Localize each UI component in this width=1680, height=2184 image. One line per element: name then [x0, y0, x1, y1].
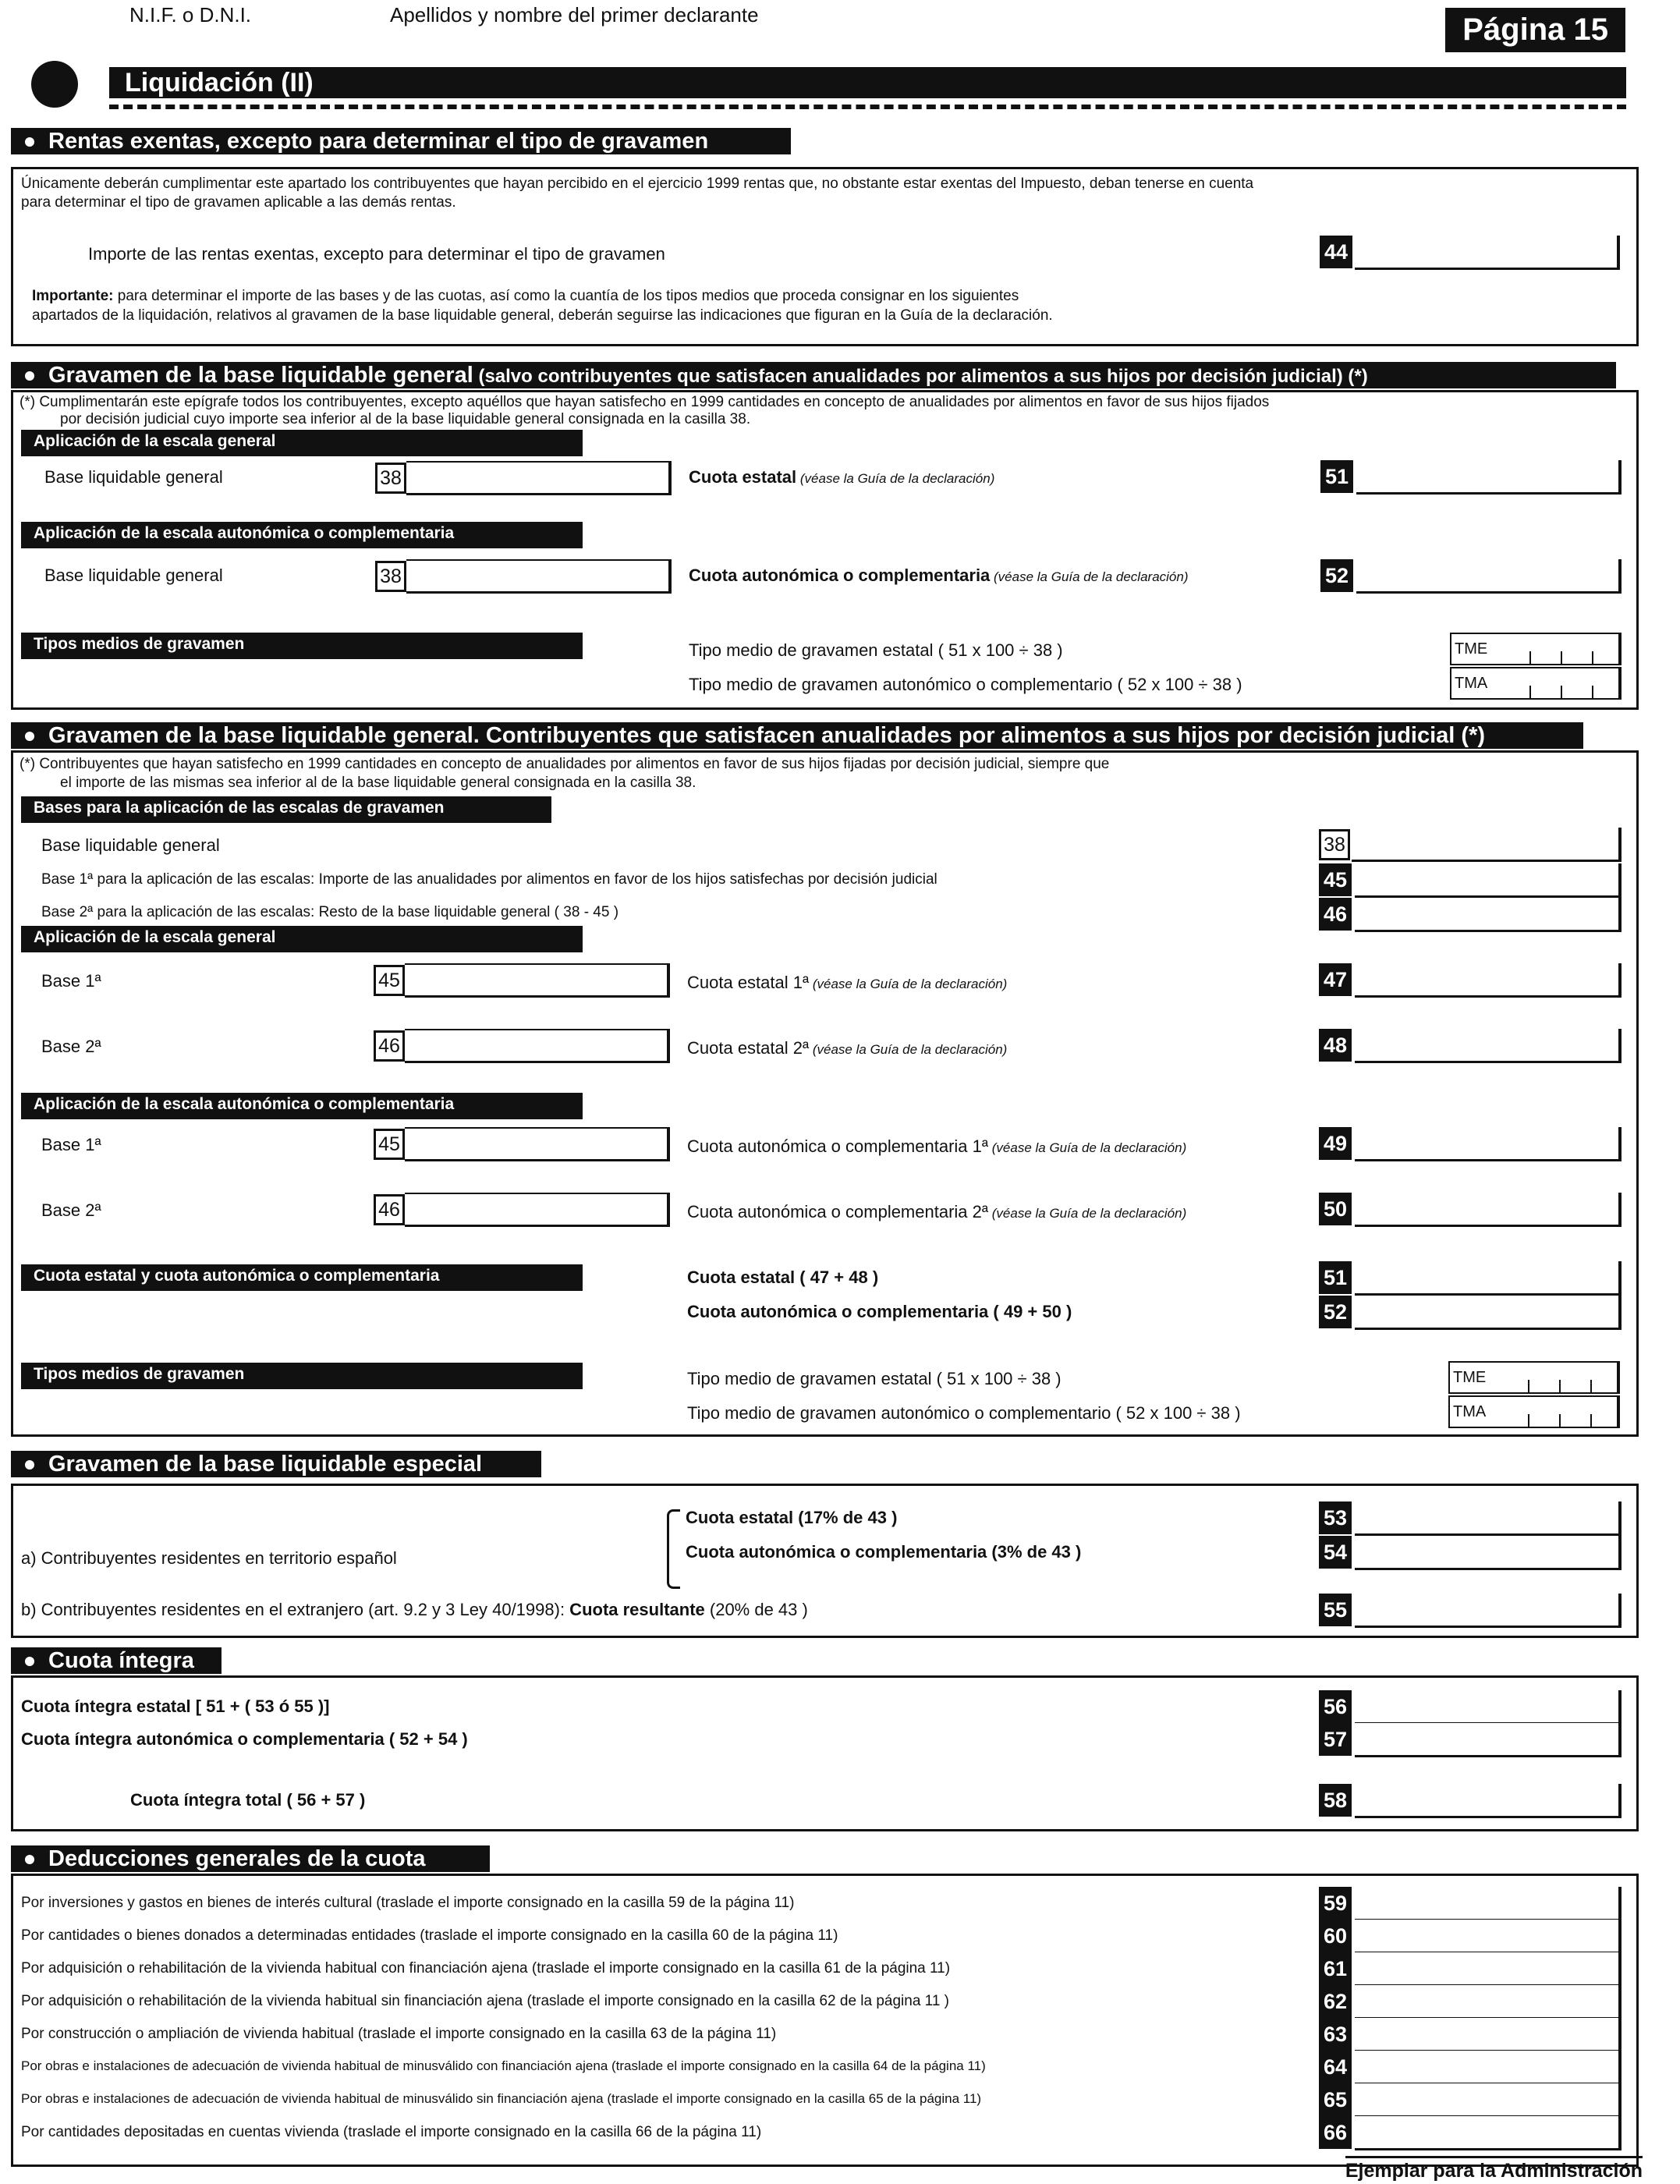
- section-gravamen-anualidades: [11, 750, 1639, 1437]
- section-title: Cuota íntegra: [48, 1648, 194, 1673]
- section-rentas-exentas-heading: [11, 128, 791, 154]
- deduccion-field-60[interactable]: [1355, 1920, 1622, 1954]
- section-base-especial-heading: [11, 1451, 541, 1477]
- cuota-integra-total-field[interactable]: [1355, 1784, 1622, 1818]
- cuota-autonomica-label: Cuota autonómica o complementaria (véase la Guía de la declaración): [689, 566, 1189, 585]
- note-line: por decisión judicial cuyo importe sea inferior al de la base liquidable general consignada en la casilla 38.: [60, 411, 751, 427]
- subheading-escala-autonomica: Aplicación de la escala autonómica o complementaria: [21, 522, 583, 548]
- box-number-38: 38: [375, 463, 406, 494]
- tma-field[interactable]: TMA: [1450, 667, 1622, 700]
- deduccion-field-64[interactable]: [1355, 2051, 1622, 2085]
- rentas-exentas-label: Importe de las rentas exentas, excepto para determinar el tipo de gravamen: [88, 244, 665, 264]
- bullet-icon: [25, 1460, 34, 1470]
- box-number-44: 44: [1320, 236, 1352, 268]
- subheading-escala-general: Aplicación de la escala general: [21, 430, 583, 456]
- bullet-icon: [25, 1657, 34, 1666]
- box-number-50: 50: [1319, 1193, 1352, 1225]
- cuota-estatal-label: Cuota estatal (véase la Guía de la declaración): [689, 467, 995, 487]
- cuota-estatal-sum-label: Cuota estatal ( 47 + 48 ): [687, 1268, 879, 1287]
- tma-label: Tipo medio de gravamen autonómico o complementario ( 52 x 100 ÷ 38 ): [687, 1403, 1241, 1423]
- section-cuota-integra: [11, 1675, 1639, 1831]
- residentes-extranjero-label: b) Contribuyentes residentes en el extranjero (art. 9.2 y 3 Ley 40/1998): Cuota resultante (20% de 43 ): [21, 1600, 808, 1619]
- box-number-64: 64: [1319, 2051, 1352, 2083]
- box-number-45: 45: [374, 965, 405, 996]
- deduccion-field-62[interactable]: [1355, 1985, 1622, 2019]
- subheading-tipos-medios: Tipos medios de gravamen: [21, 633, 583, 659]
- box-number-46: 46: [374, 1194, 405, 1225]
- note-line: el importe de las mismas sea inferior al de la base liquidable general consignada en la casilla 38.: [60, 775, 696, 791]
- cuota-estatal-especial-field[interactable]: [1355, 1502, 1622, 1536]
- section-title: Gravamen de la base liquidable general: [48, 363, 473, 388]
- box-number-59: 59: [1319, 1887, 1352, 1920]
- box-number-57: 57: [1319, 1723, 1352, 1756]
- box-number-46: 46: [1319, 898, 1352, 931]
- deduccion-label: Por construcción o ampliación de vivienda habitual (traslade el importe consignado en la casilla 63 de la página 11): [21, 2026, 777, 2042]
- section-title-note: (salvo contribuyentes que satisfacen anualidades por alimentos a sus hijos por decisión judicial) (*): [473, 366, 1368, 387]
- bullet-icon: [25, 1855, 34, 1864]
- cuota-estatal-1-field[interactable]: [1355, 963, 1622, 998]
- box-number-61: 61: [1319, 1952, 1352, 1985]
- box-number-53: 53: [1319, 1502, 1352, 1534]
- box-number-45: 45: [1319, 863, 1352, 896]
- base-liquidable-field[interactable]: [406, 461, 672, 495]
- box-number-38: 38: [1319, 829, 1350, 860]
- cuota-integra-autonomica-field[interactable]: [1355, 1723, 1622, 1757]
- name-label: Apellidos y nombre del primer declarante: [390, 3, 759, 27]
- brace: [667, 1509, 680, 1589]
- cuota-autonomica-especial-field[interactable]: [1355, 1536, 1622, 1570]
- subheading-cuotas: Cuota estatal y cuota autonómica o complementaria: [21, 1264, 583, 1291]
- box-number-54: 54: [1319, 1536, 1352, 1569]
- box-number-38: 38: [375, 561, 406, 592]
- box-number-51: 51: [1320, 460, 1353, 493]
- section-gravamen-anualidades-heading: [11, 722, 1583, 749]
- cuota-autonomica-1-label: Cuota autonómica o complementaria 1ª (véase la Guía de la declaración): [687, 1136, 1187, 1156]
- rentas-exentas-field[interactable]: [1355, 236, 1620, 270]
- base-2-autonomica-field[interactable]: [405, 1193, 670, 1227]
- deduccion-label: Por obras e instalaciones de adecuación de vivienda habitual de minusválido sin financiación ajena (traslade el importe consignado en la casilla 65 de la página 11): [21, 2091, 982, 2106]
- page-title: Liquidación (II): [109, 67, 1626, 98]
- base-liquidable-label: Base liquidable general: [44, 467, 223, 487]
- tme-label: Tipo medio de gravamen estatal ( 51 x 100 ÷ 38 ): [689, 640, 1063, 660]
- deduccion-field-59[interactable]: [1355, 1887, 1622, 1921]
- cuota-estatal-sum-field[interactable]: [1355, 1261, 1622, 1296]
- section-rentas-exentas: [11, 167, 1639, 346]
- cuota-integra-estatal-field[interactable]: [1355, 1690, 1622, 1725]
- cuota-autonomica-especial-label: Cuota autonómica o complementaria (3% de 43 ): [686, 1542, 1082, 1562]
- box-number-65: 65: [1319, 2083, 1352, 2116]
- cuota-estatal-2-label: Cuota estatal 2ª (véase la Guía de la declaración): [687, 1038, 1008, 1058]
- divider: [109, 105, 1626, 114]
- box-number-46: 46: [374, 1030, 405, 1062]
- base-2-general-field[interactable]: [405, 1029, 670, 1063]
- box-number-60: 60: [1319, 1920, 1352, 1952]
- deduccion-label: Por inversiones y gastos en bienes de interés cultural (traslade el importe consignado en la casilla 59 de la página 11): [21, 1895, 795, 1911]
- deduccion-label: Por cantidades depositadas en cuentas vivienda (traslade el importe consignado en la casilla 66 de la página 11): [21, 2124, 762, 2140]
- base-2-label: Base 2ª para la aplicación de las escalas: Resto de la base liquidable general ( 38 - 45 ): [41, 904, 619, 920]
- deduccion-field-65[interactable]: [1355, 2083, 1622, 2118]
- deduccion-field-63[interactable]: [1355, 2018, 1622, 2052]
- base-1-label: Base 1ª: [41, 971, 101, 991]
- section-title: Gravamen de la base liquidable general. Contribuyentes que satisfacen anualidades por alimentos a sus hijos por decisión judicial (*): [48, 723, 1486, 748]
- base-liquidable-field[interactable]: [1352, 828, 1622, 862]
- note-line: (*) Contribuyentes que hayan satisfecho en 1999 cantidades en concepto de anualidades por alimentos en favor de sus hijos fijadas por decisión judicial, siempre que: [19, 756, 1110, 772]
- section-gravamen-general-heading: [11, 362, 1616, 388]
- subheading-bases: Bases para la aplicación de las escalas de gravamen: [21, 796, 551, 823]
- base-2-label: Base 2ª: [41, 1037, 101, 1056]
- base-1-field[interactable]: [1355, 863, 1622, 898]
- section-deducciones-heading: [11, 1845, 490, 1872]
- cuota-estatal-2-field[interactable]: [1355, 1029, 1622, 1063]
- box-number-48: 48: [1319, 1029, 1352, 1062]
- cuota-autonomica-field[interactable]: [1356, 559, 1622, 594]
- box-number-55: 55: [1319, 1594, 1352, 1626]
- cuota-autonomica-sum-field[interactable]: [1355, 1296, 1622, 1330]
- note-line: (*) Cumplimentarán este epígrafe todos los contribuyentes, excepto aquéllos que hayan satisfecho en 1999 cantidades en concepto de anualidades por alimentos en favor de sus hijos fijados: [19, 394, 1270, 410]
- cuota-resultante-field[interactable]: [1355, 1594, 1622, 1628]
- box-number-47: 47: [1319, 963, 1352, 996]
- deduccion-label: Por cantidades o bienes donados a determinadas entidades (traslade el importe consignado en la casilla 60 de la página 11): [21, 1927, 838, 1944]
- importante-line: apartados de la liquidación, relativos al gravamen de la base liquidable general, deberán seguirse las indicaciones que figuran en la Guía de la declaración.: [32, 307, 1053, 324]
- box-number-66: 66: [1319, 2116, 1352, 2149]
- cuota-integra-total-label: Cuota íntegra total ( 56 + 57 ): [130, 1790, 366, 1810]
- note-line: para determinar el tipo de gravamen aplicable a las demás rentas.: [21, 194, 456, 211]
- section-title: Gravamen de la base liquidable especial: [48, 1452, 483, 1477]
- cuota-autonomica-1-field[interactable]: [1355, 1127, 1622, 1161]
- deduccion-label: Por obras e instalaciones de adecuación de vivienda habitual de minusválido con financiación ajena (traslade el importe consignado en la casilla 64 de la página 11): [21, 2058, 986, 2073]
- cuota-integra-estatal-label: Cuota íntegra estatal [ 51 + ( 53 ó 55 )]: [21, 1696, 330, 1716]
- tme-field[interactable]: TME: [1450, 633, 1622, 665]
- box-number-52: 52: [1320, 559, 1353, 592]
- section-deducciones: [11, 1874, 1639, 2167]
- cuota-estatal-1-label: Cuota estatal 1ª (véase la Guía de la declaración): [687, 973, 1008, 992]
- box-number-52: 52: [1319, 1296, 1352, 1328]
- bullet-icon: [25, 732, 34, 741]
- box-number-62: 62: [1319, 1985, 1352, 2018]
- box-number-58: 58: [1319, 1784, 1352, 1817]
- base-liquidable-label: Base liquidable general: [41, 835, 220, 855]
- cuota-integra-autonomica-label: Cuota íntegra autonómica o complementaria ( 52 + 54 ): [21, 1729, 468, 1749]
- base-2-field[interactable]: [1355, 898, 1622, 932]
- base-liquidable-label: Base liquidable general: [44, 566, 223, 585]
- bullet-icon: [25, 137, 34, 147]
- section-cuota-integra-heading: [11, 1647, 222, 1674]
- base-1-label: Base 1ª para la aplicación de las escalas: Importe de las anualidades por alimentos en favor de los hijos satisfechas por decisión judicial: [41, 871, 937, 888]
- subheading-escala-autonomica: Aplicación de la escala autonómica o complementaria: [21, 1093, 583, 1119]
- tme-field[interactable]: TME: [1448, 1361, 1620, 1394]
- base-1-autonomica-field[interactable]: [405, 1127, 670, 1161]
- base-1-label: Base 1ª: [41, 1135, 101, 1154]
- section-gravamen-general: [11, 390, 1639, 710]
- note-line: Únicamente deberán cumplimentar este apartado los contribuyentes que hayan percibido en el ejercicio 1999 rentas que, no obstante estar exentas del Impuesto, deban tenerse en cuenta: [21, 176, 1254, 192]
- cuota-autonomica-2-field[interactable]: [1355, 1193, 1622, 1227]
- box-number-49: 49: [1319, 1127, 1352, 1160]
- cuota-autonomica-2-label: Cuota autonómica o complementaria 2ª (véase la Guía de la declaración): [687, 1202, 1187, 1221]
- base-1-general-field[interactable]: [405, 963, 670, 998]
- box-number-51: 51: [1319, 1261, 1352, 1294]
- importante-line: Importante: para determinar el importe de las bases y de las cuotas, así como la cuantía de los tipos medios que proceda consignar en los siguientes: [32, 288, 1019, 304]
- cuota-estatal-field[interactable]: [1356, 460, 1622, 495]
- base-2-label: Base 2ª: [41, 1200, 101, 1220]
- page-number: Página 15: [1445, 8, 1625, 52]
- subheading-tipos-medios: Tipos medios de gravamen: [21, 1363, 583, 1389]
- tma-field[interactable]: TMA: [1448, 1395, 1620, 1428]
- section-title: Rentas exentas, excepto para determinar el tipo de gravamen: [48, 129, 709, 154]
- bullet-icon: [31, 61, 78, 108]
- box-number-45: 45: [374, 1129, 405, 1160]
- tme-label: Tipo medio de gravamen estatal ( 51 x 100 ÷ 38 ): [687, 1369, 1062, 1388]
- nif-label: N.I.F. o D.N.I.: [129, 3, 252, 27]
- deduccion-field-66[interactable]: [1355, 2116, 1622, 2150]
- subheading-escala-general: Aplicación de la escala general: [21, 926, 583, 952]
- section-title: Deducciones generales de la cuota: [48, 1846, 426, 1871]
- deduccion-label: Por adquisición o rehabilitación de la vivienda habitual con financiación ajena (traslade el importe consignado en la casilla 61 de la página 11): [21, 1960, 951, 1977]
- box-number-63: 63: [1319, 2018, 1352, 2051]
- box-number-56: 56: [1319, 1690, 1352, 1723]
- footer-label: Ejemplar para la Administración: [1345, 2156, 1643, 2182]
- base-liquidable-field[interactable]: [406, 559, 672, 594]
- cuota-estatal-especial-label: Cuota estatal (17% de 43 ): [686, 1508, 898, 1527]
- tma-label: Tipo medio de gravamen autonómico o complementario ( 52 x 100 ÷ 38 ): [689, 675, 1242, 694]
- residentes-espana-label: a) Contribuyentes residentes en territorio español: [21, 1548, 397, 1568]
- deduccion-field-61[interactable]: [1355, 1952, 1622, 1987]
- cuota-autonomica-sum-label: Cuota autonómica o complementaria ( 49 + 50 ): [687, 1302, 1072, 1321]
- deduccion-label: Por adquisición o rehabilitación de la vivienda habitual sin financiación ajena (traslade el importe consignado en la casilla 62 de la página 11 ): [21, 1993, 950, 2009]
- section-base-especial: [11, 1484, 1639, 1638]
- bullet-icon: [25, 371, 34, 381]
